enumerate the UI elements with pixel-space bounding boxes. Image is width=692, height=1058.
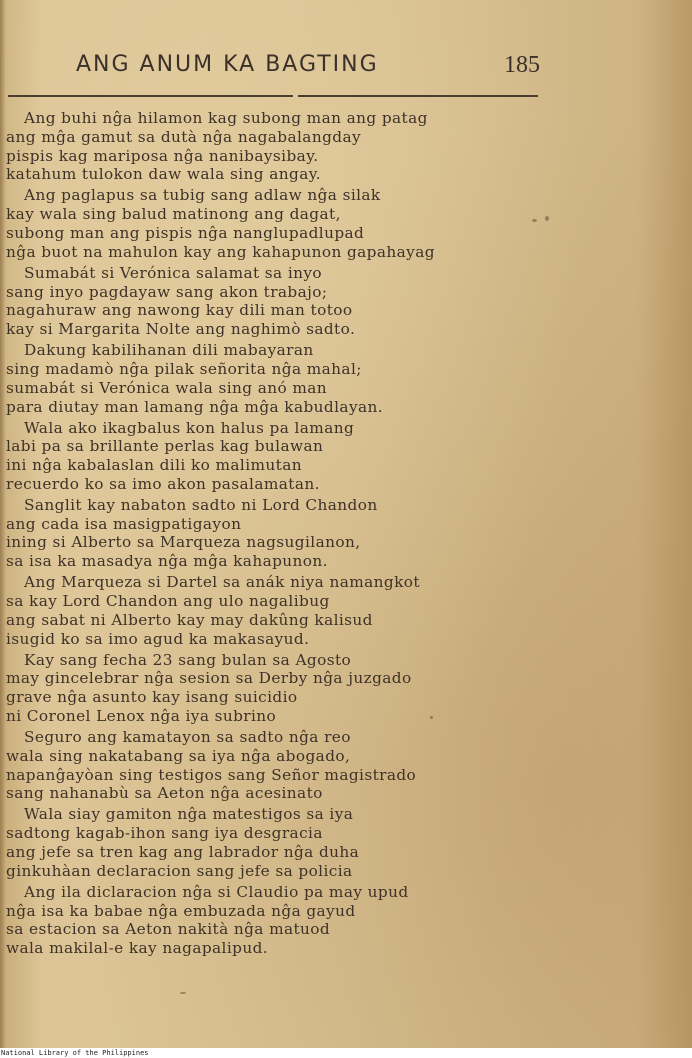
page-header [76, 52, 546, 86]
verse-line: kay wala sing balud matinong ang dagat, [6, 205, 341, 224]
verse-line: wala sing nakatabang sa iya nĝa abogado, [6, 746, 351, 765]
verse-line: Sumabát si Verónica salamat sa inyo [24, 263, 323, 282]
verse-line: Wala siay gamiton nĝa matestigos sa iya [24, 805, 354, 824]
verse-line: napanĝayòan sing testigos sang Señor magistrado [6, 765, 417, 784]
stanza [6, 419, 506, 494]
verse-line: Dakung kabilihanan dili mabayaran [24, 341, 314, 360]
verse-line: Ang paglapus sa tubig sang adlaw nĝa silak [24, 186, 381, 205]
stanza [6, 805, 506, 880]
verse-line: ang mĝa gamut sa dutà nĝa nagabalangday [6, 127, 362, 146]
verse-line: pispis kag mariposa nĝa nanibaysibay. [6, 146, 319, 165]
running-title: ANG ANUM KA BAGTING [76, 52, 379, 77]
verse-line: ini nĝa kabalaslan dili ko malimutan [6, 456, 302, 475]
verse-line: Sanglit kay nabaton sadto ni Lord Chandon [24, 495, 378, 514]
verse-line: sadtong kagab-ihon sang iya desgracia [6, 824, 323, 843]
stanza [6, 496, 506, 571]
verse-line: nĝa isa ka babae nĝa embuzada nĝa gayud [6, 901, 356, 920]
archive-footer [0, 1048, 692, 1058]
verse-line: Wala ako ikagbalus kon halus pa lamang [24, 418, 355, 437]
verse-line: wala makilal-e kay nagapalipud. [6, 939, 269, 958]
verse-line: ginkuhàan declaracion sang jefe sa policia [6, 861, 353, 880]
verse-line: sing madamò nĝa pilak señorita nĝa mahal; [6, 359, 362, 378]
verse-line: may gincelebrar nĝa sesion sa Derby nĝa juzgado [6, 669, 412, 688]
paper-speck [532, 219, 537, 222]
verse-line: sa isa ka masadya nĝa mĝa kahapunon. [6, 552, 328, 571]
verse-line: ining si Alberto sa Marqueza nagsugilanon, [6, 533, 361, 552]
verse-line: sa estacion sa Aeton nakità nĝa matuod [6, 920, 331, 939]
header-rule-left [8, 95, 293, 97]
verse-line: katahum tulokon daw wala sing angay. [6, 165, 321, 184]
stanza [6, 264, 506, 339]
verse-line: ang cada isa masigpatigayon [6, 514, 242, 533]
verse-line: ni Coronel Lenox nĝa iya subrino [6, 707, 277, 726]
verse-line: ang sabat ni Alberto kay may dakûng kalisud [6, 610, 373, 629]
page-number: 185 [504, 52, 540, 78]
verse-line: sa kay Lord Chandon ang ulo nagalibug [6, 592, 330, 611]
verse-line: grave nĝa asunto kay isang suicidio [6, 688, 298, 707]
verse-line: Seguro ang kamatayon sa sadto nĝa reo [24, 728, 351, 746]
stanza [6, 728, 506, 803]
verse-line: Kay sang fecha 23 sang bulan sa Agosto [24, 650, 352, 669]
verse-line: Ang buhi nĝa hilamon kag subong man ang patag [24, 109, 428, 127]
paper-speck [545, 216, 549, 221]
verse-line: ang jefe sa tren kag ang labrador nĝa duha [6, 842, 360, 861]
verse-line: sumabát si Verónica wala sing anó man [6, 378, 328, 397]
paper-speck [180, 992, 186, 994]
poem-body [6, 109, 506, 960]
stanza [6, 651, 506, 726]
stanza [6, 341, 506, 416]
verse-line: labi pa sa brillante perlas kag bulawan [6, 437, 324, 456]
verse-line: Ang ila diclaracion nĝa si Claudio pa may upud [24, 882, 409, 901]
stanza [6, 109, 506, 184]
header-rule-right [298, 95, 538, 97]
verse-line: recuerdo ko sa imo akon pasalamatan. [6, 474, 320, 493]
archive-credit: National Library of the Philippines [1, 1049, 149, 1057]
verse-line: para diutay man lamang nĝa mĝa kabudlayan. [6, 397, 384, 416]
verse-line: nĝa buot na mahulon kay ang kahapunon gapahayag [6, 242, 435, 261]
stanza [6, 186, 506, 261]
verse-line: isugid ko sa imo agud ka makasayud. [6, 629, 310, 648]
verse-line: kay si Margarita Nolte ang naghimò sadto. [6, 320, 356, 339]
verse-line: Ang Marqueza si Dartel sa anák niya namangkot [24, 573, 420, 592]
stanza [6, 573, 506, 648]
verse-line: sang nahanabù sa Aeton nĝa acesinato [6, 784, 323, 803]
verse-line: sang inyo pagdayaw sang akon trabajo; [6, 282, 328, 301]
verse-line: subong man ang pispis nĝa nanglupadlupad [6, 223, 365, 242]
stanza [6, 883, 506, 958]
verse-line: nagahuraw ang nawong kay dili man totoo [6, 301, 353, 320]
paper-speck [430, 716, 433, 719]
